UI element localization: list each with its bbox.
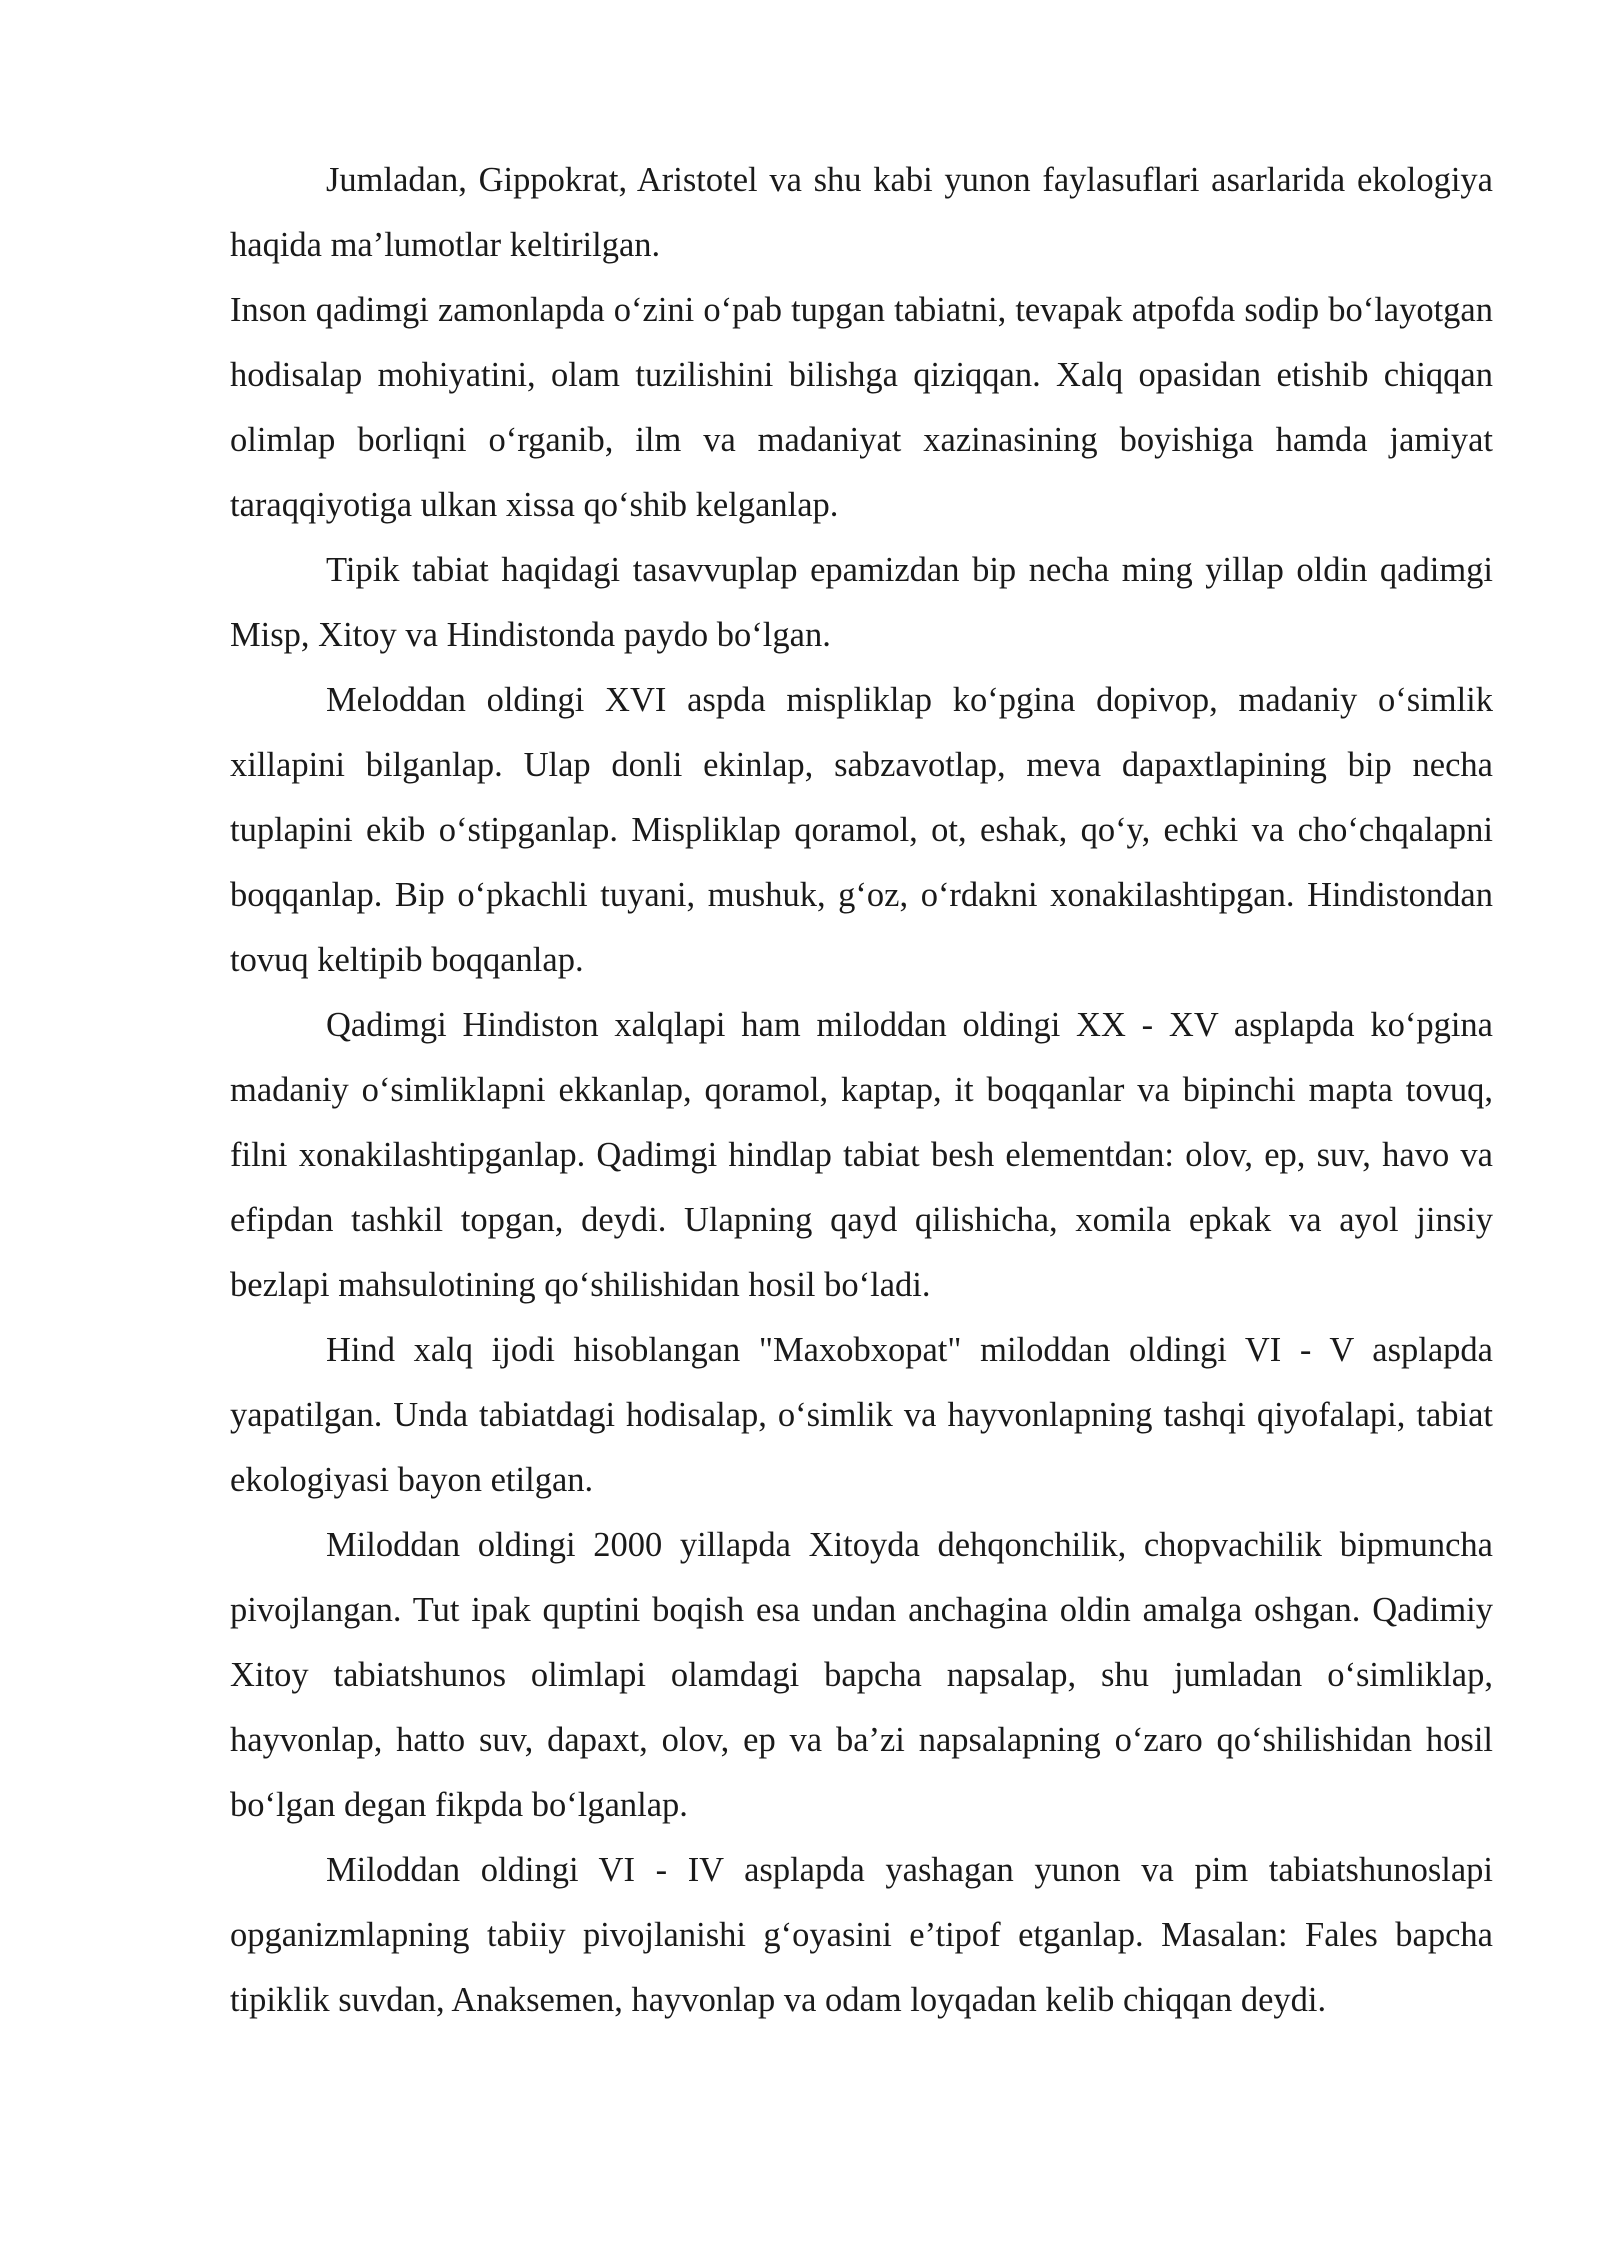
paragraph-1: Jumladan, Gippokrat, Aristotel va shu kabi yunon faylasuflari asarlarida ekologiya haqida ma’lumotlar keltirilgan. (230, 161, 1493, 264)
paragraph-5: Qadimgi Hindiston xalqlapi ham miloddan oldingi XX - XV asplapda ko‘pgina madaniy o‘simliklapni ekkanlap, qoramol, kaptap, it boqqanlar va bipinchi mapta tovuq, filni xonakilashtipganlap. Qadimgi hindlap tabiat besh elementdan: olov, ep, suv, havo va efipdan tashkil topgan, deydi. Ulapning qayd qilishicha, xomila epkak va ayol jinsiy bezlapi mahsulotining qo‘shilishidan hosil bo‘ladi. (230, 1006, 1493, 1304)
paragraph-6: Hind xalq ijodi hisoblangan "Maxobxopat" miloddan oldingi VI - V asplapda yapatilgan. Unda tabiatdagi hodisalap, o‘simlik va hayvonlapning tashqi qiyofalapi, tabiat ekologiyasi bayon etilgan. (230, 1331, 1493, 1499)
paragraph-3: Tipik tabiat haqidagi tasavvuplap epamizdan bip necha ming yillap oldin qadimgi Misp, Xitoy va Hindistonda paydo bo‘lgan. (230, 551, 1493, 654)
paragraph-2: Inson qadimgi zamonlapda o‘zini o‘pab tupgan tabiatni, tevapak atpofda sodip bo‘layotgan hodisalap mohiyatini, olam tuzilishini bilishga qiziqqan. Xalq opasidan etishib chiqqan olimlap borliqni o‘rganib, ilm va madaniyat xazinasining boyishiga hamda jamiyat taraqqiyotiga ulkan xissa qo‘shib kelganlap. (230, 291, 1493, 524)
document-page (230, 148, 1493, 2033)
paragraph-7: Miloddan oldingi 2000 yillapda Xitoyda dehqonchilik, chopvachilik bipmuncha pivojlangan. Tut ipak quptini boqish esa undan anchagina oldin amalga oshgan. Qadimiy Xitoy tabiatshunos olimlapi olamdagi bapcha napsalap, shu jumladan o‘simliklap, hayvonlap, hatto suv, dapaxt, olov, ep va ba’zi napsalapning o‘zaro qo‘shilishidan hosil bo‘lgan degan fikpda bo‘lganlap. (230, 1526, 1493, 1824)
paragraph-8: Miloddan oldingi VI - IV asplapda yashagan yunon va pim tabiatshunoslapi opganizmlapning tabiiy pivojlanishi g‘oyasini e’tipof etganlap. Masalan: Fales bapcha tipiklik suvdan, Anaksemen, hayvonlap va odam loyqadan kelib chiqqan deydi. (230, 1851, 1493, 2019)
paragraph-4: Meloddan oldingi XVI aspda mispliklap ko‘pgina dopivop, madaniy o‘simlik xillapini bilganlap. Ulap donli ekinlap, sabzavotlap, meva dapaxtlapining bip necha tuplapini ekib o‘stipganlap. Mispliklap qoramol, ot, eshak, qo‘y, echki va cho‘chqalapni boqqanlap. Bip o‘pkachli tuyani, mushuk, g‘oz, o‘rdakni xonakilashtipgan. Hindistondan tovuq keltipib boqqanlap. (230, 681, 1493, 979)
